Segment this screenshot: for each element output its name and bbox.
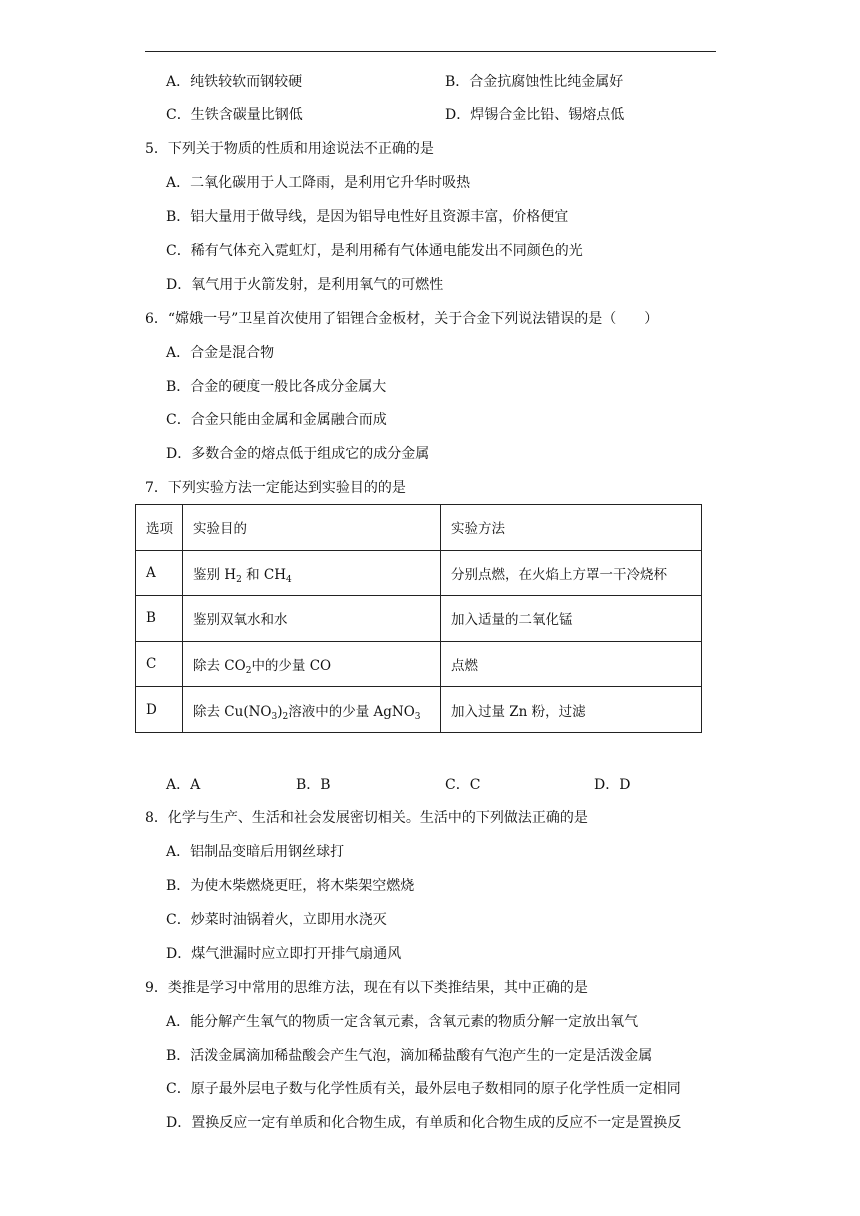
row-method: 分别点燃，在火焰上方罩一干冷烧杯 — [441, 550, 702, 596]
table-header-method: 实验方法 — [441, 505, 702, 551]
header-rule — [145, 51, 716, 52]
q8-option-b[interactable]: B．为使木柴燃烧更旺，将木柴架空燃烧 — [166, 878, 415, 894]
experiment-table — [135, 504, 702, 733]
row-goal: 鉴别 $H_2$ 和 $CH_4$ — [183, 550, 441, 596]
row-method: 加入过量 Zn 粉，过滤 — [441, 687, 702, 733]
q5-option-d[interactable]: D．氧气用于火箭发射，是利用氧气的可燃性 — [166, 277, 444, 293]
table-header-goal: 实验目的 — [183, 505, 441, 551]
q9-stem: 9．类推是学习中常用的思维方法，现在有以下类推结果，其中正确的是 — [145, 980, 588, 996]
q4-option-c[interactable]: C．生铁含碳量比钢低 — [166, 107, 303, 123]
table-header-option: 选项 — [136, 505, 183, 551]
q6-option-b[interactable]: B．合金的硬度一般比各成分金属大 — [166, 379, 387, 395]
row-method: 加入适量的二氧化锰 — [441, 596, 702, 642]
row-goal: 除去 $Cu(NO_3)_2$溶液中的少量 AgNO$_3$ — [183, 687, 441, 733]
q7-choice-c[interactable]: C．C — [445, 777, 481, 793]
row-goal: 鉴别双氧水和水 — [183, 596, 441, 642]
q6-option-d[interactable]: D．多数合金的熔点低于组成它的成分金属 — [166, 446, 430, 462]
q8-option-a[interactable]: A．铝制品变暗后用钢丝球打 — [166, 844, 345, 860]
q9-option-d[interactable]: D．置换反应一定有单质和化合物生成，有单质和化合物生成的反应不一定是置换反 — [166, 1115, 682, 1131]
q8-stem: 8．化学与生产、生活和社会发展密切相关。生活中的下列做法正确的是 — [145, 810, 588, 826]
row-method: 点燃 — [441, 641, 702, 687]
table-row — [136, 687, 702, 733]
q6-stem: 6．“嫦娥一号”卫星首次使用了铝锂合金板材，关于合金下列说法错误的是（ ） — [145, 311, 659, 327]
q7-choice-a[interactable]: A．A — [166, 777, 201, 793]
row-option: C — [136, 641, 183, 687]
q9-option-c[interactable]: C．原子最外层电子数与化学性质有关，最外层电子数相同的原子化学性质一定相同 — [166, 1081, 681, 1097]
row-option: D — [136, 687, 183, 733]
q4-option-d[interactable]: D．焊锡合金比铅、锡熔点低 — [445, 107, 625, 123]
q6-option-a[interactable]: A．合金是混合物 — [166, 345, 275, 361]
q7-stem: 7．下列实验方法一定能达到实验目的的是 — [145, 480, 406, 496]
q4-option-a[interactable]: A．纯铁较软而钢较硬 — [166, 74, 303, 90]
q7-choice-b[interactable]: B．B — [296, 777, 331, 793]
q5-option-c[interactable]: C．稀有气体充入霓虹灯，是利用稀有气体通电能发出不同颜色的光 — [166, 243, 583, 259]
table-header-row — [136, 505, 702, 551]
q7-choice-d[interactable]: D．D — [594, 777, 631, 793]
q9-option-b[interactable]: B．活泼金属滴加稀盐酸会产生气泡，滴加稀盐酸有气泡产生的一定是活泼金属 — [166, 1048, 653, 1064]
q5-option-b[interactable]: B．铝大量用于做导线，是因为铝导电性好且资源丰富，价格便宜 — [166, 209, 569, 225]
q5-stem: 5．下列关于物质的性质和用途说法不正确的是 — [145, 141, 434, 157]
table-row — [136, 596, 702, 642]
q5-option-a[interactable]: A．二氧化碳用于人工降雨，是利用它升华时吸热 — [166, 175, 471, 191]
q8-option-c[interactable]: C．炒菜时油锅着火，立即用水浇灭 — [166, 912, 387, 928]
q8-option-d[interactable]: D．煤气泄漏时应立即打开排气扇通风 — [166, 946, 402, 962]
row-option: A — [136, 550, 183, 596]
table-row — [136, 550, 702, 596]
row-goal: 除去 $CO_2$中的少量 CO — [183, 641, 441, 687]
table-row — [136, 641, 702, 687]
q6-option-c[interactable]: C．合金只能由金属和金属融合而成 — [166, 412, 387, 428]
q4-option-b[interactable]: B．合金抗腐蚀性比纯金属好 — [445, 74, 624, 90]
row-option: B — [136, 596, 183, 642]
q9-option-a[interactable]: A．能分解产生氧气的物质一定含氧元素，含氧元素的物质分解一定放出氧气 — [166, 1014, 639, 1030]
